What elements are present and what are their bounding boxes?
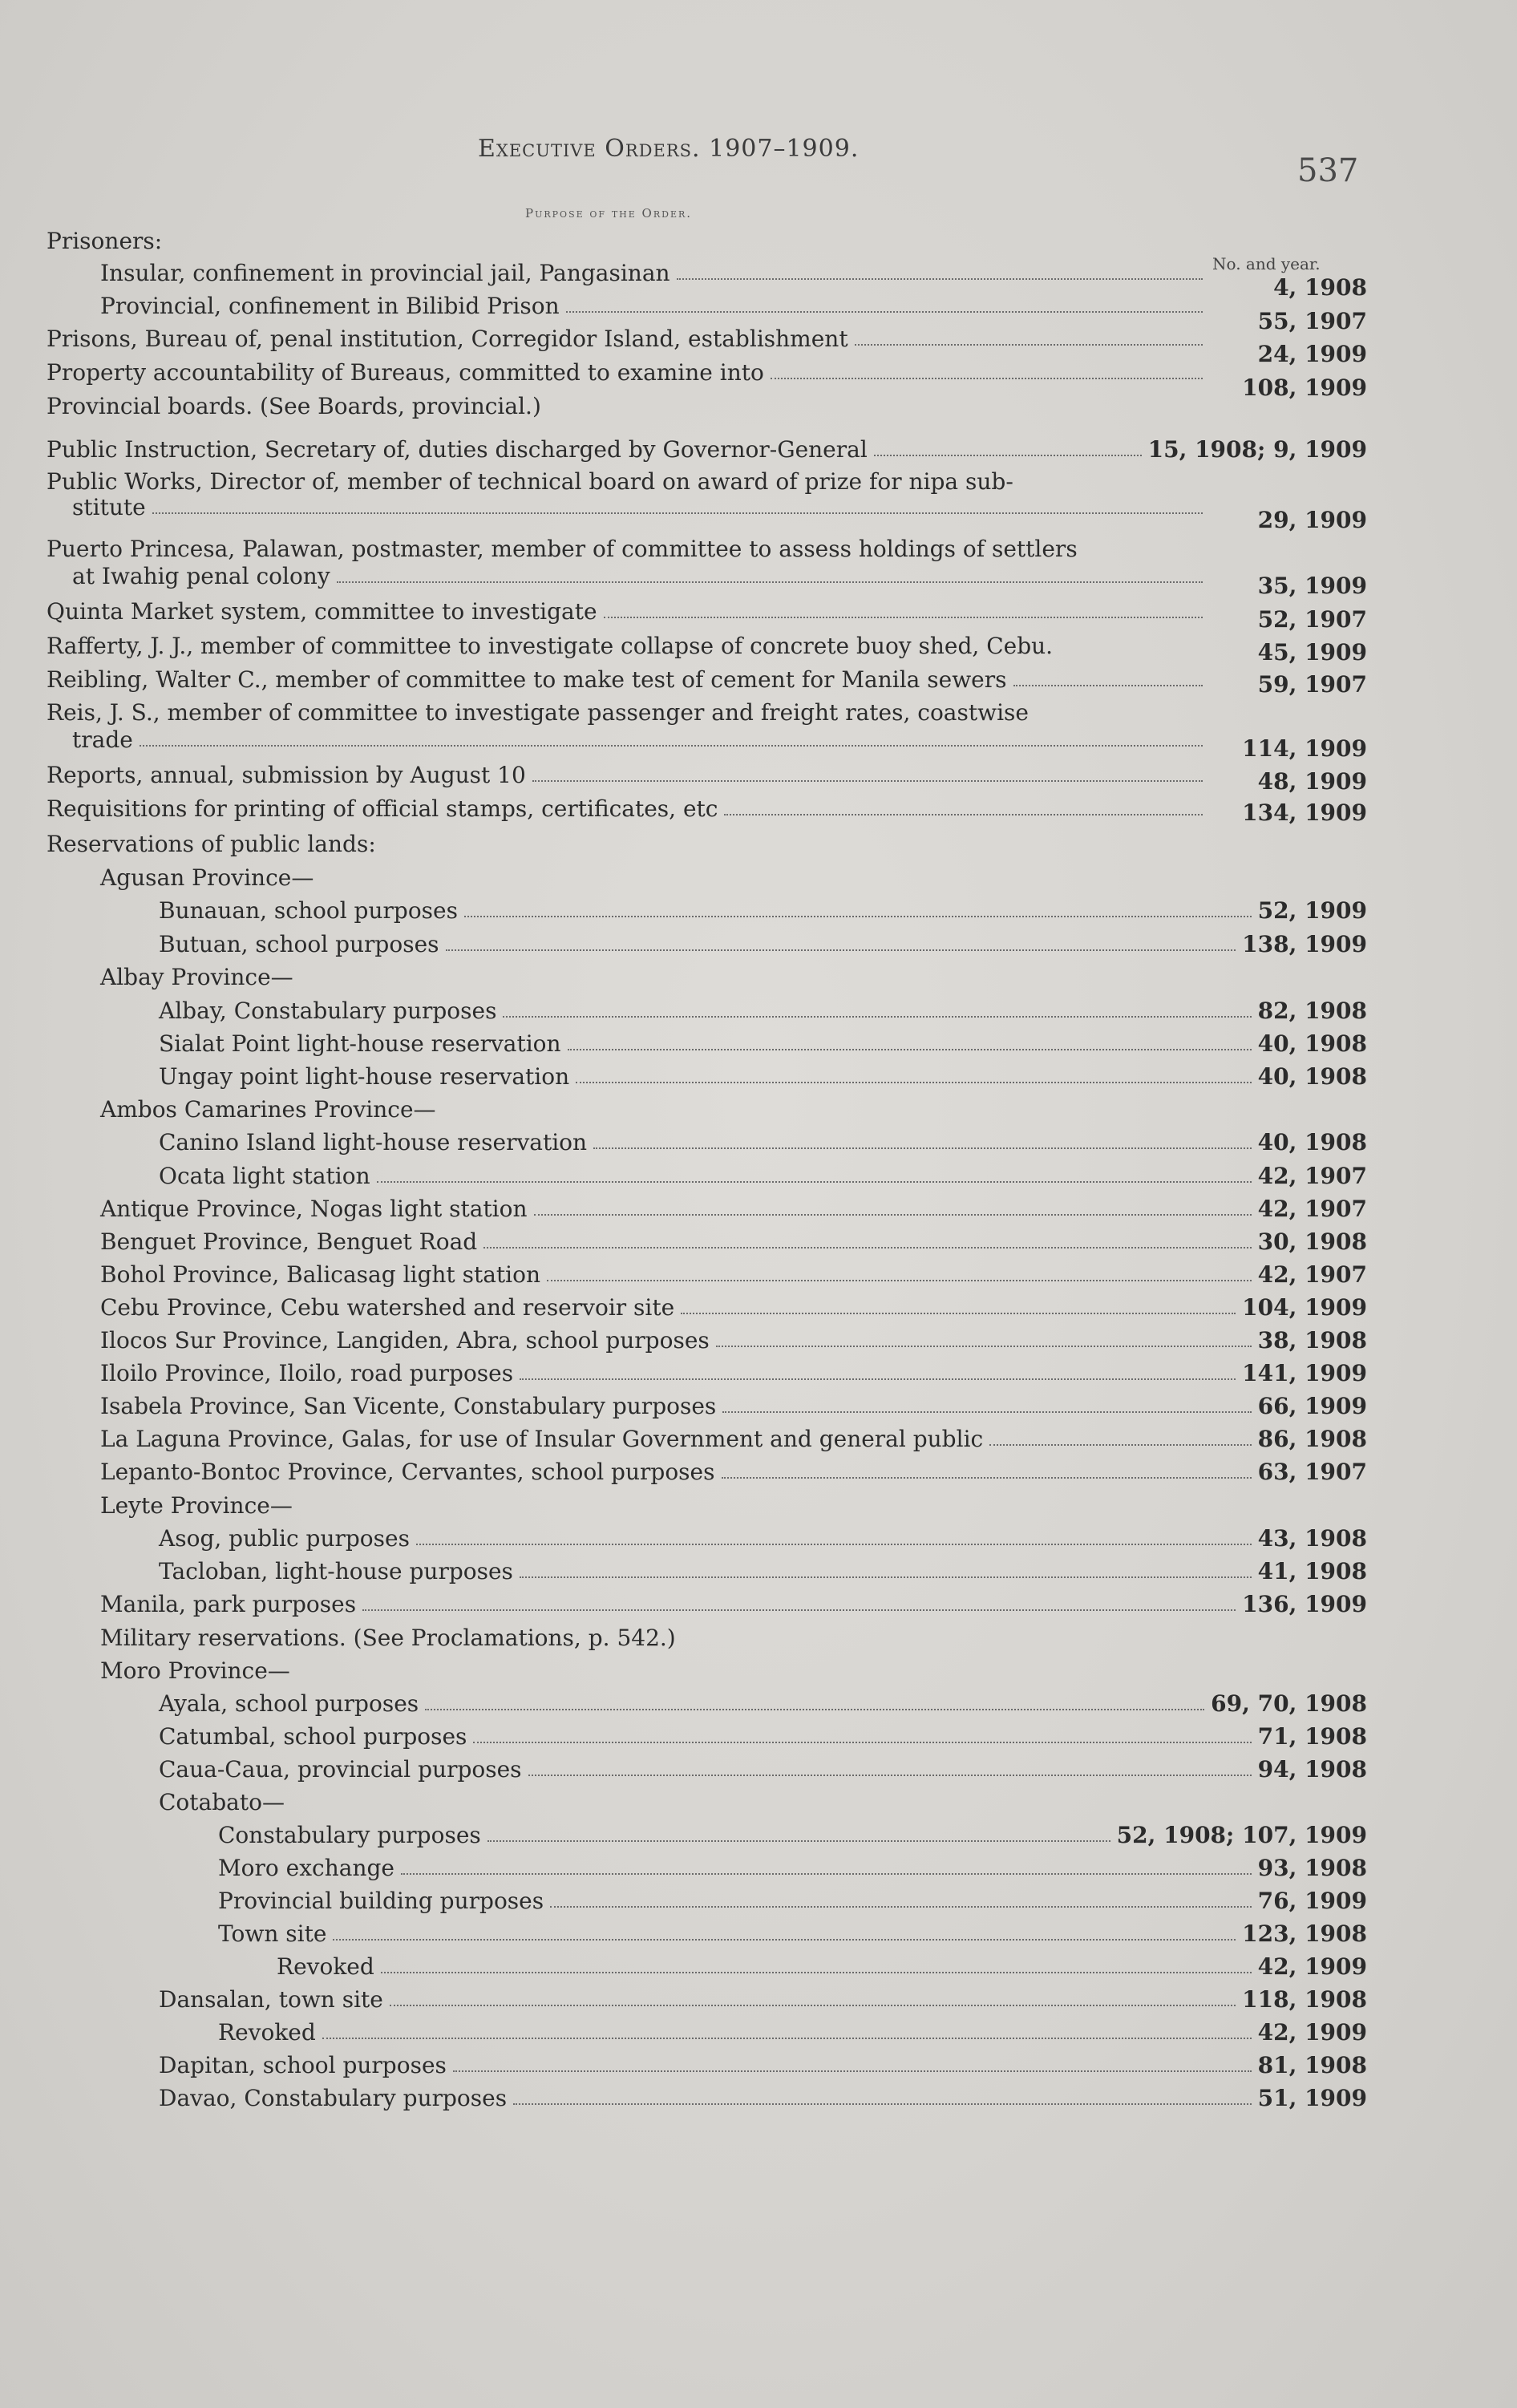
entry-reference: 66, 1909 [1257,1393,1367,1419]
index-entry [100,959,1062,991]
entry-text: Asog, public purposes [159,1525,410,1552]
entry-reference: 48, 1909 [1257,768,1367,795]
entry-text: Cotabato— [159,1789,285,1815]
entry-reference: 51, 1909 [1257,2085,1367,2111]
entry-text: Dansalan, town site [159,1986,383,2013]
entry-text: Reis, J. S., member of committee to investigate passenger and freight rates, coastwise [47,699,1029,726]
index-entry [159,2080,1367,2112]
index-entry [100,1224,1367,1256]
entry-reference: 82, 1908 [1257,998,1367,1024]
dot-leader [483,1247,1251,1249]
index-entry [47,321,1209,353]
entry-text: Albay Province— [100,964,293,990]
dot-leader [604,617,1203,618]
entry-reference: 52, 1909 [1257,897,1367,924]
entry-text: Insular, confinement in provincial jail, Pangasinan [100,260,670,286]
index-entry [159,993,1367,1025]
index-entry [100,1487,1062,1520]
index-entry [47,826,1009,858]
entry-text: Catumbal, school purposes [159,1723,467,1750]
index-entry [218,1850,1367,1882]
index-entry [159,1158,1367,1190]
index-entry [47,791,1209,823]
dot-leader [566,311,1203,313]
entry-text: Dapitan, school purposes [159,2052,447,2078]
entry-text: Ilocos Sur Province, Langiden, Abra, school purposes [100,1327,710,1354]
entry-reference: 40, 1908 [1257,1063,1367,1090]
dot-leader [416,1544,1252,1545]
dot-leader [513,2103,1252,2105]
entry-text: Sialat Point light-house reservation [159,1030,561,1057]
entry-reference: 15, 1908; 9, 1909 [1147,436,1367,463]
entry-reference: 35, 1909 [1257,573,1367,599]
index-entry [218,2014,1367,2046]
entry-text: Leyte Province— [100,1492,293,1519]
entry-text: Provincial, confinement in Bilibid Prison [100,293,560,319]
index-entry [47,354,1209,386]
entry-reference: 41, 1908 [1257,1558,1367,1584]
index-entry [100,1322,1367,1354]
dot-leader [487,1840,1110,1842]
index-entry [159,1520,1367,1552]
index-entry [47,662,1209,694]
entry-text: Ayala, school purposes [159,1690,419,1717]
entry-text: Caua-Caua, provincial purposes [159,1756,522,1783]
entry-text: Revoked [218,2019,316,2046]
entry-reference: 29, 1909 [1257,507,1367,533]
index-entry [100,1289,1367,1321]
entry-text: Iloilo Province, Iloilo, road purposes [100,1360,514,1386]
index-entry [47,431,1367,463]
entry-text: Antique Province, Nogas light station [100,1196,528,1222]
index-entry [159,1981,1367,2013]
entry-text: Manila, park purposes [100,1591,357,1617]
index-entry [100,1653,1062,1685]
index-entry [159,1058,1367,1091]
entry-reference: 71, 1908 [1257,1723,1367,1750]
entry-reference: 86, 1908 [1257,1426,1367,1452]
entry-text: Property accountability of Bureaus, committed to examine into [47,359,764,386]
entry-text: Revoked [277,1953,374,1980]
entry-text: Reports, annual, submission by August 10 [47,762,526,788]
dot-leader [337,581,1203,583]
entry-text: Requisitions for printing of official stamps, certificates, etc [47,795,718,822]
index-entry [100,1388,1367,1420]
index-entry [47,223,928,255]
entry-reference: 38, 1908 [1257,1327,1367,1354]
index-entry [218,1817,1367,1849]
entry-reference: 104, 1909 [1242,1294,1367,1321]
dot-leader [362,1609,1236,1611]
entry-reference: 94, 1908 [1257,1756,1367,1783]
dot-leader [716,1346,1252,1347]
dot-leader [520,1378,1236,1380]
entry-text: Tacloban, light-house purposes [159,1558,513,1584]
index-entry [159,1686,1367,1718]
entry-reference: 81, 1908 [1257,2052,1367,2078]
index-entry [159,1124,1367,1156]
entry-text: Military reservations. (See Proclamations, p. 542.) [100,1625,676,1651]
dot-leader [722,1411,1251,1413]
index-entry [100,1257,1367,1289]
running-title: Executive Orders. 1907–1909. [478,135,860,163]
dot-leader [593,1147,1252,1149]
entry-reference: 136, 1909 [1242,1591,1367,1617]
entry-text: Prisoners: [47,228,163,254]
entry-text: Public Instruction, Secretary of, duties discharged by Governor-General [47,436,868,463]
index-entry [47,628,1209,660]
entry-reference: 42, 1907 [1257,1196,1367,1222]
entry-reference: 42, 1907 [1257,1163,1367,1189]
index-entry [277,1949,1367,1981]
entry-text: Prisons, Bureau of, penal institution, Corregidor Island, establishment [47,326,848,352]
index-entry [100,860,1062,892]
entry-text: Canino Island light-house reservation [159,1129,588,1155]
entry-reference: 42, 1909 [1257,1953,1367,1980]
index-entry [100,1454,1367,1486]
index-entry [100,1091,1062,1123]
dot-leader [333,1939,1236,1941]
index-entry [159,1751,1367,1783]
entry-text: Moro exchange [218,1855,394,1881]
index-entry [72,558,1209,590]
entry-text: Ocata light station [159,1163,370,1189]
entry-text: Public Works, Director of, member of technical board on award of prize for nipa sub- [47,468,1013,495]
index-entry [159,2047,1367,2079]
dot-leader [473,1742,1251,1743]
dot-leader [547,1280,1252,1281]
entry-reference: 30, 1908 [1257,1228,1367,1255]
section-title: Purpose of the Order. [525,206,693,221]
dot-leader [722,1477,1252,1479]
entry-reference: 93, 1908 [1257,1855,1367,1881]
dot-leader [401,1873,1252,1875]
entry-text: Rafferty, J. J., member of committee to investigate collapse of concrete buoy shed, Cebu. [47,633,1054,659]
entry-text: Provincial boards. (See Boards, provincial.) [47,393,541,419]
entry-text: Lepanto-Bontoc Province, Cervantes, school purposes [100,1459,715,1485]
dot-leader [1013,685,1203,686]
dot-leader [677,278,1203,280]
index-entry [100,288,1209,320]
entry-text: Albay, Constabulary purposes [159,998,497,1024]
entry-reference: 69, 70, 1908 [1211,1690,1367,1717]
index-entry [159,1553,1367,1585]
index-entry [218,1916,1367,1948]
dot-leader [464,916,1252,917]
dot-leader [855,344,1203,346]
entry-reference: 42, 1909 [1257,2019,1367,2046]
entry-text: Davao, Constabulary purposes [159,2085,508,2111]
dot-leader [381,1972,1252,1973]
entry-text: Agusan Province— [100,864,314,891]
entry-reference: 63, 1907 [1257,1459,1367,1485]
dot-leader [520,1576,1252,1578]
entry-text: Benguet Province, Benguet Road [100,1228,478,1255]
index-entry [100,1355,1367,1387]
index-entry [159,1026,1367,1058]
entry-reference: 108, 1909 [1242,374,1367,401]
entry-reference: 52, 1907 [1257,606,1367,633]
index-entry [159,1718,1367,1750]
entry-text: Constabulary purposes [218,1822,481,1848]
entry-text: Reibling, Walter C., member of committee to make test of cement for Manila sewers [47,666,1007,693]
entry-text: Ambos Camarines Province— [100,1096,436,1123]
index-entry [100,255,1209,287]
index-entry [159,892,1367,925]
index-entry [47,388,1009,420]
index-entry [47,593,1209,625]
entry-reference: 45, 1909 [1257,639,1367,666]
index-entry [72,722,1209,754]
index-entry [72,489,1209,521]
dot-leader [550,1906,1252,1908]
entry-text: Ungay point light-house reservation [159,1063,570,1090]
entry-text: trade [72,726,133,753]
entry-text: Provincial building purposes [218,1888,544,1914]
dot-leader [534,1214,1252,1216]
entry-text: stitute [72,494,146,520]
index-entry [159,1784,1121,1816]
dot-leader [152,512,1203,514]
entry-text: La Laguna Province, Galas, for use of Insular Government and general public [100,1426,984,1452]
entry-reference: 76, 1909 [1257,1888,1367,1914]
dot-leader [140,745,1203,747]
page-number: 537 [1297,152,1359,189]
entry-reference: 134, 1909 [1242,799,1367,826]
entry-text: Bunauan, school purposes [159,897,458,924]
index-entry [47,757,1209,789]
entry-reference: 24, 1909 [1257,341,1367,367]
entry-reference: 118, 1908 [1242,1986,1367,2013]
dot-leader [446,949,1236,951]
entry-text: Reservations of public lands: [47,831,376,857]
dot-leader [453,2070,1252,2072]
dot-leader [528,1775,1252,1776]
dot-leader [681,1313,1236,1314]
dot-leader [390,2005,1236,2006]
entry-reference: 138, 1909 [1242,931,1367,957]
entry-text: Town site [218,1920,327,1947]
dot-leader [377,1181,1252,1183]
entry-reference: 141, 1909 [1242,1360,1367,1386]
dot-leader [874,455,1142,456]
entry-reference: 52, 1908; 107, 1909 [1116,1822,1367,1848]
entry-reference: 4, 1908 [1273,274,1367,301]
dot-leader [989,1444,1251,1446]
entry-reference: 59, 1907 [1257,671,1367,698]
index-entry [100,1421,1367,1453]
entry-text: Moro Province— [100,1657,290,1684]
column-heading: No. and year. [1212,254,1321,273]
dot-leader [771,378,1203,379]
dot-leader [576,1082,1251,1083]
entry-text: Bohol Province, Balicasag light station [100,1261,540,1288]
dot-leader [425,1709,1204,1710]
entry-text: Quinta Market system, committee to investigate [47,598,597,625]
index-entry [100,1586,1367,1618]
index-entry [218,1883,1367,1915]
entry-reference: 123, 1908 [1242,1920,1367,1947]
index-entry [100,1191,1367,1223]
entry-reference: 40, 1908 [1257,1030,1367,1057]
index-entry [159,926,1367,958]
entry-text: Puerto Princesa, Palawan, postmaster, member of committee to assess holdings of settlers [47,536,1078,562]
entry-reference: 114, 1909 [1242,735,1367,762]
entry-reference: 42, 1907 [1257,1261,1367,1288]
entry-text: Butuan, school purposes [159,931,439,957]
entry-text: Cebu Province, Cebu watershed and reservoir site [100,1294,675,1321]
entry-reference: 43, 1908 [1257,1525,1367,1552]
entry-reference: 40, 1908 [1257,1129,1367,1155]
index-entry [100,1620,1143,1652]
entry-text: at Iwahig penal colony [72,563,330,589]
dot-leader [322,2038,1252,2039]
entry-text: Isabela Province, San Vicente, Constabulary purposes [100,1393,717,1419]
dot-leader [503,1016,1251,1018]
dot-leader [532,780,1203,782]
entry-reference: 55, 1907 [1257,308,1367,334]
dot-leader [568,1049,1252,1050]
dot-leader [724,814,1203,815]
